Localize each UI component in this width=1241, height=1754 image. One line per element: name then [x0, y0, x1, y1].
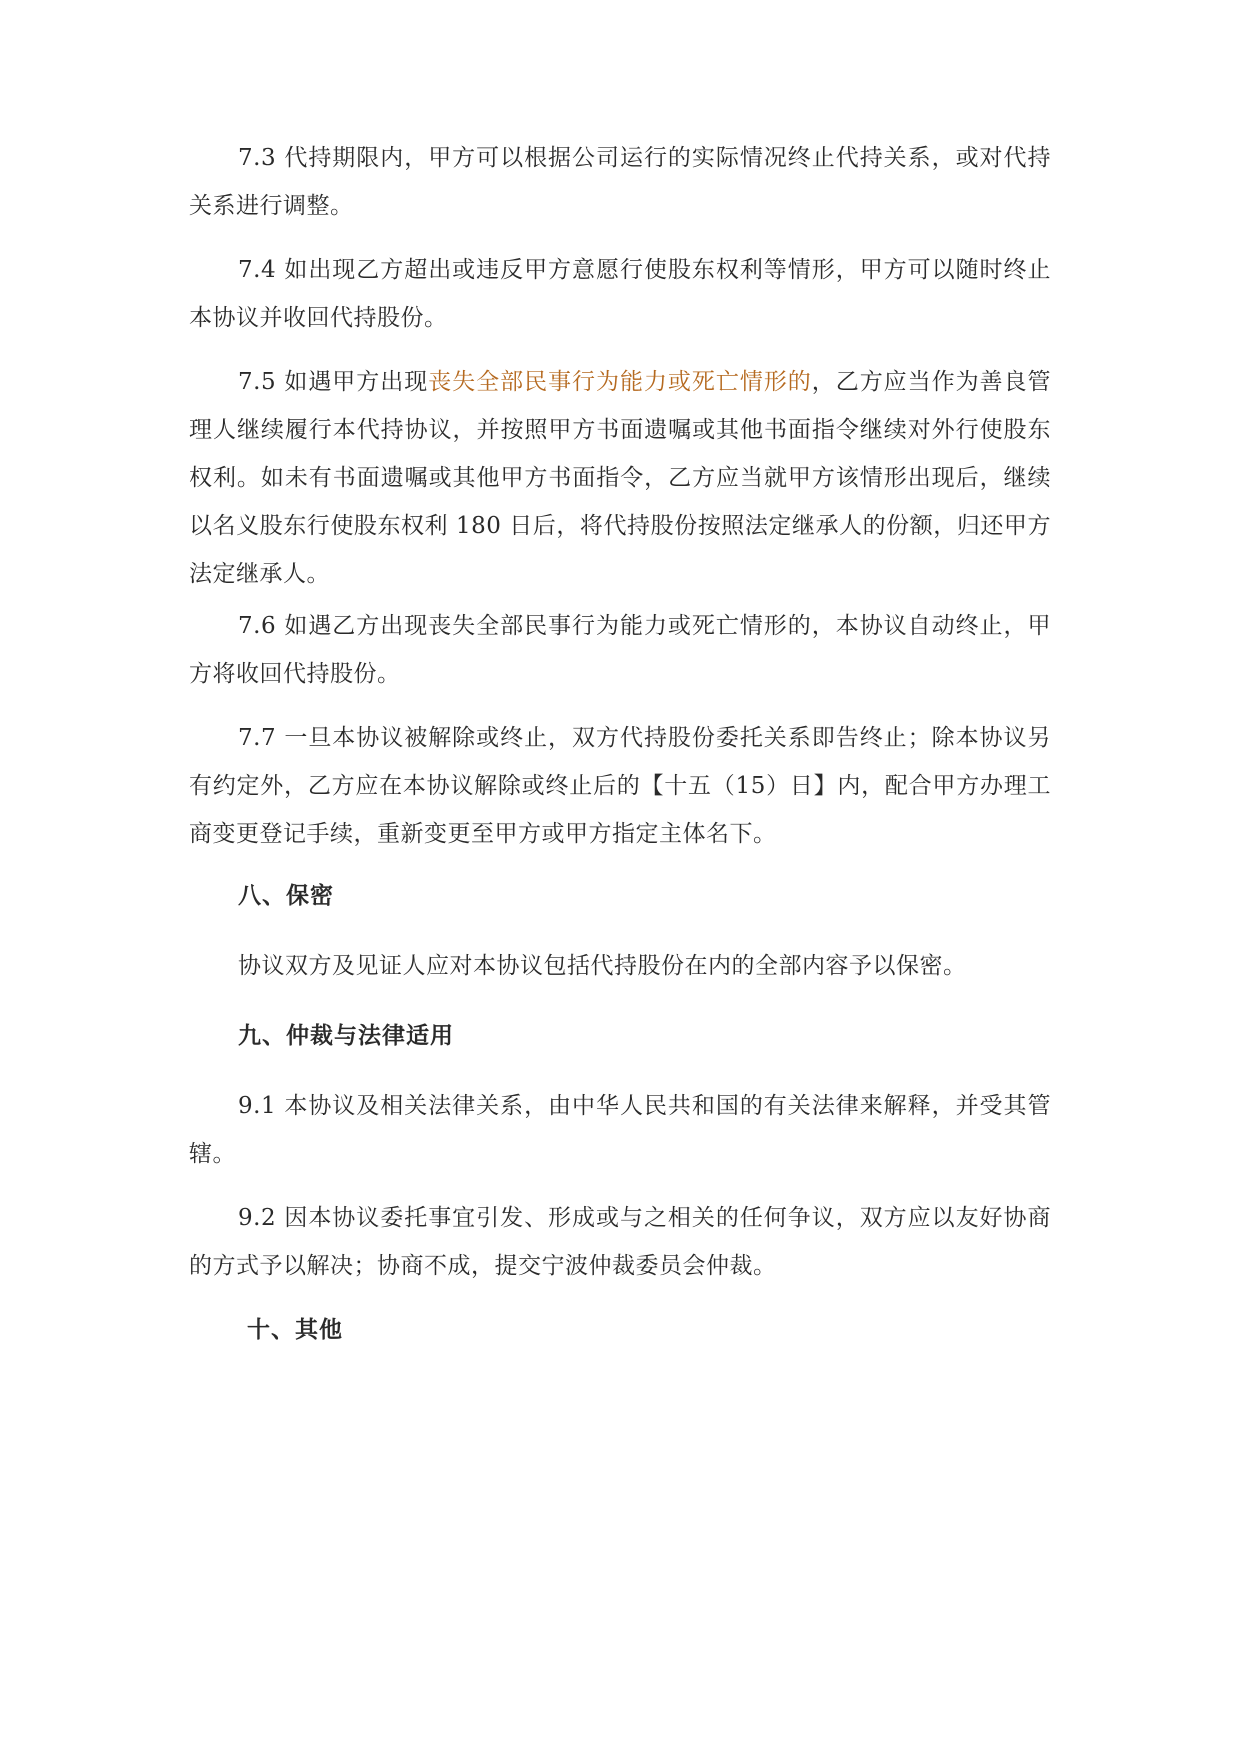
- clause-7-7: 7.7 一旦本协议被解除或终止，双方代持股份委托关系即告终止；除本协议另有约定外，乙方应在本协议解除或终止后的【十五（15）日】内，配合甲方办理工商变更登记手续，重新变更至甲方或甲方指定主体名下。: [189, 725, 1051, 847]
- clause-7-5: [189, 358, 1051, 598]
- section-9-title: 九、仲裁与法律适用: [238, 1023, 454, 1049]
- section-8-title: 八、保密: [238, 883, 334, 909]
- section-10-title: 十、其他: [247, 1317, 343, 1343]
- clause-7-5-prefix: 7.5 如遇甲方出现: [238, 369, 429, 395]
- clause-9-1: 9.1 本协议及相关法律关系，由中华人民共和国的有关法律来解释，并受其管辖。: [189, 1093, 1051, 1167]
- clause-7-5-suffix: ，乙方应当作为善良管理人继续履行本代持协议，并按照甲方书面遗嘱或其他书面指令继续对外行使股东权利。如未有书面遗嘱或其他甲方书面指令，乙方应当就甲方该情形出现后，继续以名义股东行使股东权利 180 日后，将代持股份按照法定继承人的份额，归还甲方法定继承人。: [189, 369, 1052, 587]
- clause-9-2: 9.2 因本协议委托事宜引发、形成或与之相关的任何争议，双方应以友好协商的方式予以解决；协商不成，提交宁波仲裁委员会仲裁。: [189, 1205, 1051, 1279]
- clause-7-6: 7.6 如遇乙方出现丧失全部民事行为能力或死亡情形的，本协议自动终止，甲方将收回代持股份。: [189, 613, 1051, 687]
- clause-7-3: 7.3 代持期限内，甲方可以根据公司运行的实际情况终止代持关系，或对代持关系进行调整。: [189, 145, 1051, 219]
- section-8-body: 协议双方及见证人应对本协议包括代持股份在内的全部内容予以保密。: [238, 953, 967, 979]
- clause-7-5-highlight: 丧失全部民事行为能力或死亡情形的: [428, 369, 812, 395]
- clause-7-4: 7.4 如出现乙方超出或违反甲方意愿行使股东权利等情形，甲方可以随时终止本协议并收回代持股份。: [189, 257, 1051, 331]
